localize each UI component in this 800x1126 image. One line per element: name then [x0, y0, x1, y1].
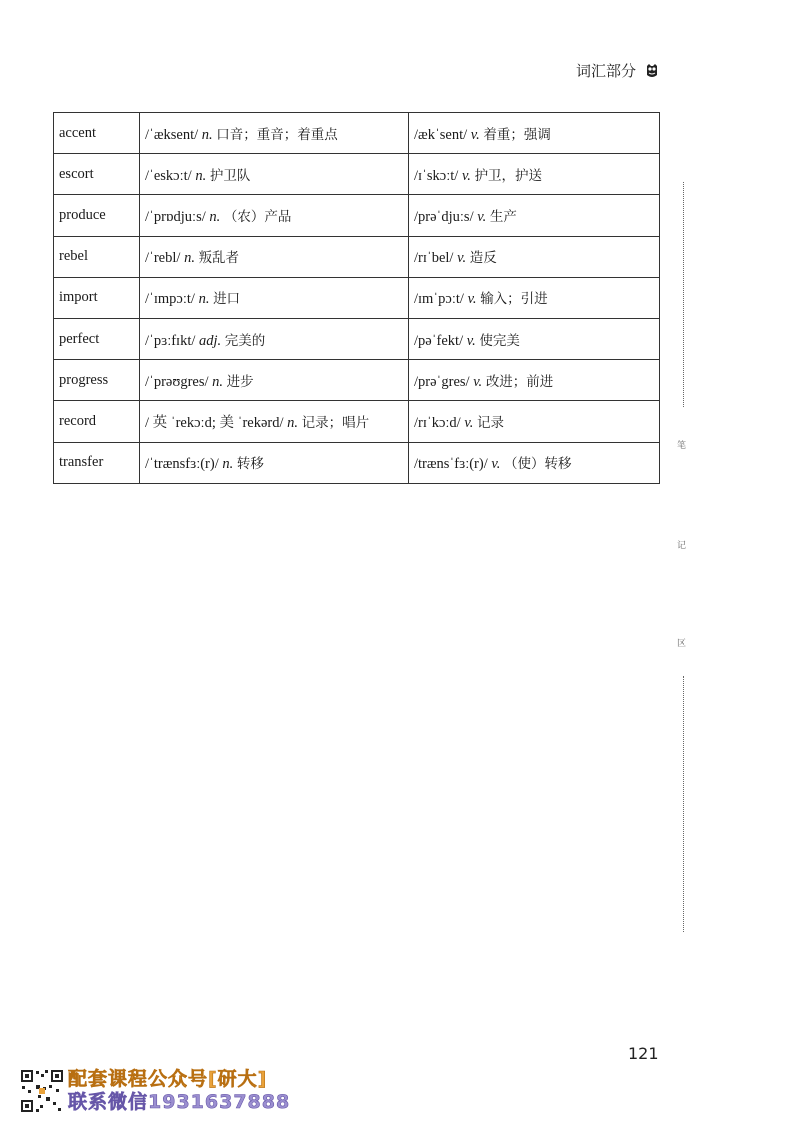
- part-of-speech: n.: [184, 250, 195, 267]
- word-cell: produce: [54, 195, 140, 236]
- meaning: 进步: [226, 373, 254, 390]
- part-of-speech: n.: [195, 167, 207, 184]
- part-of-speech: v.: [477, 208, 487, 225]
- table-row: [54, 401, 660, 442]
- section-title: 词汇部分: [575, 62, 636, 80]
- meaning: （使）转移: [504, 456, 572, 473]
- meaning: 记录；唱片: [301, 414, 370, 431]
- part-of-speech: v.: [464, 414, 474, 431]
- running-header: [576, 60, 658, 81]
- phonetic: /ˈɪmpɔːt/: [145, 291, 195, 308]
- watermark: [68, 1068, 290, 1114]
- meaning: 护卫，护送: [474, 167, 543, 184]
- table-row: [54, 154, 660, 195]
- verb-cell: [409, 195, 660, 236]
- part-of-speech: n.: [222, 456, 234, 473]
- phonetic: /prəˈgres/: [414, 373, 470, 390]
- word-cell: perfect: [54, 318, 140, 359]
- phonetic: /ɪˈskɔːt/: [414, 167, 459, 184]
- meaning: （农）产品: [223, 208, 292, 225]
- table-row: [54, 442, 660, 483]
- noun-cell: [140, 113, 409, 154]
- part-of-speech: n.: [201, 126, 213, 143]
- verb-cell: [409, 236, 660, 277]
- verb-cell: [409, 360, 660, 401]
- part-of-speech: v.: [466, 332, 476, 349]
- part-of-speech: v.: [473, 373, 483, 390]
- phonetic: /rɪˈbel/: [414, 250, 454, 267]
- verb-cell: [409, 401, 660, 442]
- dotted-line: [683, 676, 684, 932]
- noun-cell: [140, 236, 409, 277]
- meaning: 使完美: [479, 332, 520, 349]
- phonetic: /trænsˈfɜː(r)/: [414, 456, 488, 473]
- verb-cell: [409, 442, 660, 483]
- page-number: 121: [628, 1044, 659, 1063]
- owl-icon: [646, 63, 658, 79]
- phonetic: /ækˈsent/: [414, 126, 468, 143]
- noun-cell: [140, 318, 409, 359]
- watermark-line: 配套课程公众号[研大]: [68, 1068, 268, 1090]
- word-cell: rebel: [54, 236, 140, 277]
- meaning: 转移: [236, 456, 264, 473]
- verb-cell: [409, 113, 660, 154]
- dotted-line: [683, 182, 684, 407]
- phonetic: / 英 ˈrekɔːd; 美 ˈrekərd/: [145, 414, 284, 431]
- meaning: 完美的: [224, 332, 266, 349]
- qr-code-icon: [20, 1069, 64, 1113]
- meaning: 进口: [213, 291, 241, 308]
- table-row: [54, 113, 660, 154]
- meaning: 生产: [489, 208, 517, 225]
- phonetic: /ˈeskɔːt/: [145, 167, 192, 184]
- noun-cell: [140, 401, 409, 442]
- word-cell: transfer: [54, 442, 140, 483]
- phonetic: /ˈrebl/: [145, 250, 181, 267]
- noun-cell: [140, 360, 409, 401]
- meaning: 输入；引进: [480, 291, 548, 308]
- notes-char: 记: [677, 541, 687, 551]
- table-row: [54, 318, 660, 359]
- table-row: [54, 277, 660, 318]
- table-row: [54, 195, 660, 236]
- part-of-speech: adj.: [199, 332, 222, 349]
- meaning: 造反: [469, 250, 497, 267]
- table-row: [54, 236, 660, 277]
- verb-cell: [409, 154, 660, 195]
- noun-cell: [140, 154, 409, 195]
- notes-char: 区: [677, 639, 687, 649]
- meaning: 口音；重音；着重点: [216, 126, 338, 143]
- word-cell: accent: [54, 113, 140, 154]
- table-row: [54, 360, 660, 401]
- phonetic: /ɪmˈpɔːt/: [414, 291, 464, 308]
- phonetic: /prəˈdjuːs/: [414, 208, 474, 225]
- phonetic: /ˈpɜːfɪkt/: [145, 332, 196, 349]
- part-of-speech: v.: [457, 250, 467, 267]
- watermark-line: 联系微信1931637888: [68, 1091, 291, 1113]
- word-cell: record: [54, 401, 140, 442]
- meaning: 护卫队: [209, 167, 251, 184]
- part-of-speech: n.: [209, 208, 221, 225]
- part-of-speech: n.: [287, 414, 299, 431]
- notes-area: [672, 182, 696, 932]
- phonetic: /ˈtrænsfɜː(r)/: [145, 456, 219, 473]
- notes-char: 笔: [677, 441, 687, 451]
- part-of-speech: n.: [198, 291, 210, 308]
- meaning: 记录: [476, 414, 504, 431]
- phonetic: /ˈprɒdjuːs/: [145, 208, 206, 225]
- verb-cell: [409, 277, 660, 318]
- word-cell: escort: [54, 154, 140, 195]
- vocabulary-table: [53, 112, 660, 484]
- part-of-speech: v.: [491, 456, 501, 473]
- meaning: 叛乱者: [198, 250, 240, 267]
- phonetic: /ˈprəʊgres/: [145, 373, 209, 390]
- phonetic: /ˈæksent/: [145, 126, 199, 143]
- word-cell: progress: [54, 360, 140, 401]
- part-of-speech: n.: [212, 373, 224, 390]
- part-of-speech: v.: [470, 126, 480, 143]
- meaning: 着重；强调: [483, 126, 551, 143]
- part-of-speech: v.: [461, 167, 471, 184]
- part-of-speech: v.: [467, 291, 477, 308]
- noun-cell: [140, 277, 409, 318]
- meaning: 改进；前进: [485, 373, 554, 390]
- noun-cell: [140, 195, 409, 236]
- verb-cell: [409, 318, 660, 359]
- word-cell: import: [54, 277, 140, 318]
- phonetic: /rɪˈkɔːd/: [414, 414, 461, 431]
- phonetic: /pəˈfekt/: [414, 332, 464, 349]
- noun-cell: [140, 442, 409, 483]
